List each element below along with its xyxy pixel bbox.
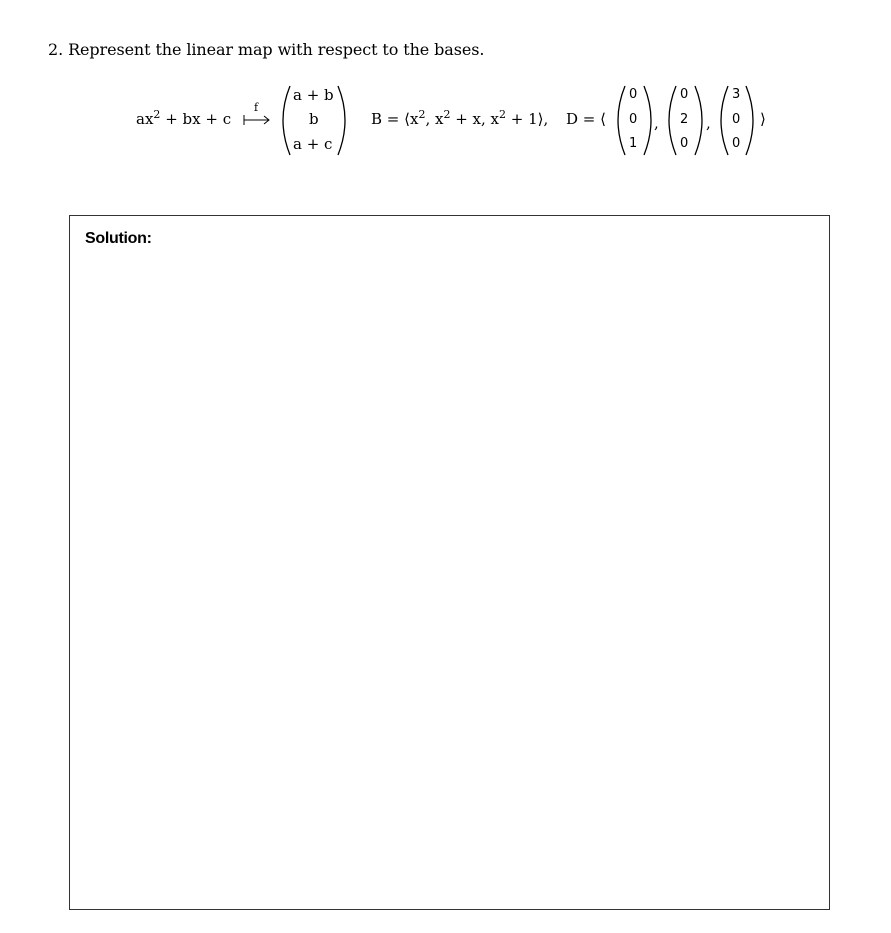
d-vector-3-entry-2: 0	[732, 112, 741, 127]
image-vector-entry-2: b	[309, 110, 319, 128]
d-vector-2-entry-1: 0	[680, 87, 689, 102]
d-separator-2: ,	[706, 114, 711, 132]
d-vector-2-left-paren	[669, 86, 676, 155]
d-vector-1-entry-3: 1	[629, 136, 638, 151]
d-vector-3-entry-3: 0	[732, 136, 741, 151]
d-vector-1-left-paren	[618, 86, 625, 155]
solution-box[interactable]	[69, 215, 830, 910]
d-vector-2-right-paren	[695, 86, 702, 155]
d-vector-3-right-paren	[746, 86, 753, 155]
question-text: Represent the linear map with respect to the bases.	[68, 40, 485, 59]
basis-b: $B = ⟨x^2$, $x^2 + x$, $x^2$ + 1⟩,	[371, 108, 549, 128]
domain-expression: $ax^2$ + bx + c	[136, 108, 232, 128]
map-label-f: f	[254, 101, 259, 114]
d-vector-2-entry-3: 0	[680, 136, 689, 151]
d-separator-1: ,	[654, 114, 659, 132]
image-vector-right-paren	[338, 86, 345, 155]
d-vector-1-entry-2: 0	[629, 112, 638, 127]
image-vector-entry-3: a + c	[293, 135, 333, 153]
d-vector-1-right-paren	[644, 86, 651, 155]
basis-d-close: ⟩	[760, 110, 766, 128]
basis-d-prefix: D = ⟨	[566, 110, 606, 128]
solution-label: Solution:	[85, 230, 152, 247]
decorative-strokes	[0, 0, 891, 200]
math-display	[0, 0, 891, 200]
question-number: 2.	[48, 40, 64, 59]
d-vector-2-entry-2: 2	[680, 112, 689, 127]
maps-to-arrow-icon	[244, 115, 269, 125]
d-vector-1-entry-1: 0	[629, 87, 638, 102]
d-vector-3-entry-1: 3	[732, 87, 741, 102]
image-vector-entry-1: a + b	[293, 86, 334, 104]
image-vector-left-paren	[283, 86, 290, 155]
d-vector-3-left-paren	[721, 86, 728, 155]
